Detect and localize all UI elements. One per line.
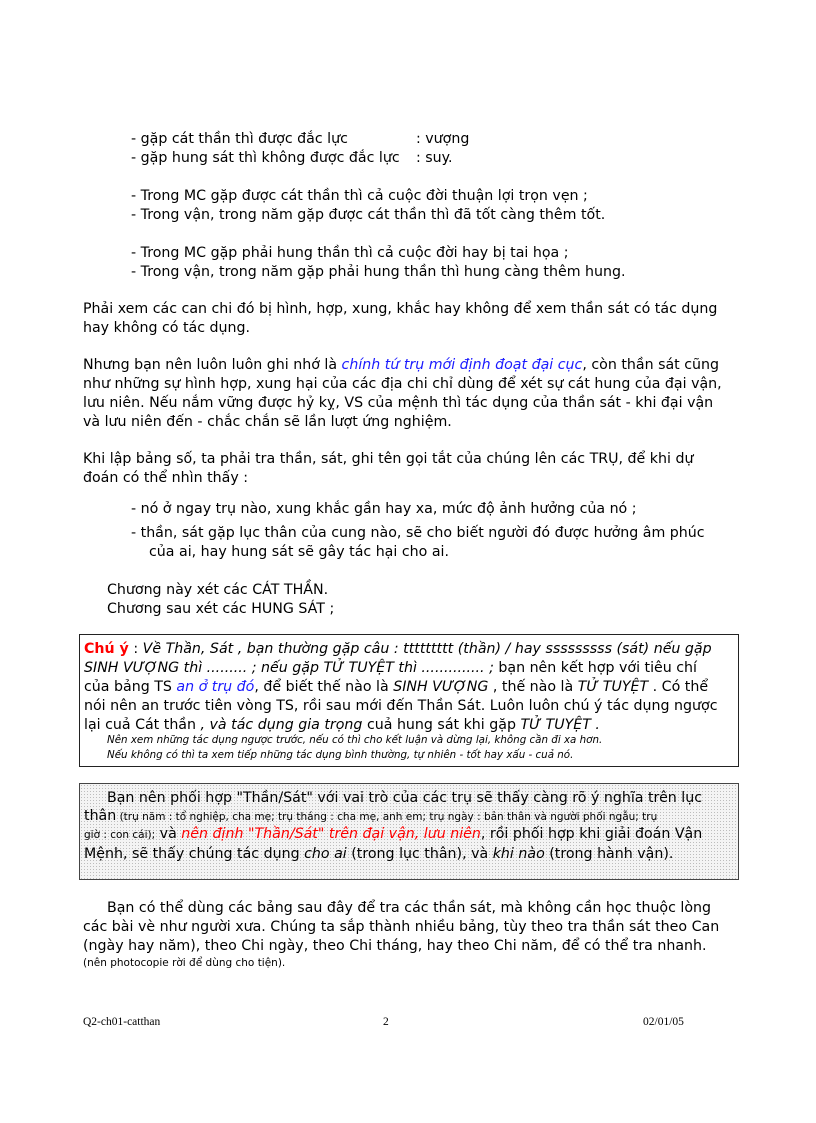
bullet-line: - thần, sát gặp lục thân của cung nào, sẽ cho biết người đó được hưởng âm phúc <box>131 525 705 541</box>
paragraph-note: (nên photocopie rời để dùng cho tiện). <box>83 957 286 969</box>
paragraph-line: như những sự hình hợp, xung hại của các địa chi chỉ dùng để xét sự cát hung của đại vận, <box>83 376 722 392</box>
bullet-line: của ai, hay hung sát sẽ gây tác hại cho ai. <box>149 544 449 560</box>
bullet-line: - Trong MC gặp phải hung thần thì cả cuộc đời hay bị tai họa ; <box>131 245 569 261</box>
note-subline: Nên xem những tác dụng ngược trước, nếu có thì cho kết luận và dừng lại, không cần đi xa hơn. <box>107 734 603 746</box>
note-line: nói nên an trước tiên vòng TS, rồi sau mới đến Thần Sát. Luôn luôn chú ý tác dụng ngược <box>84 698 718 714</box>
note-line: SINH VƯỢNG thì ......... ; nếu gặp TỬ TUYỆT thì .............. ; bạn nên kết hợp với tiêu chí <box>84 660 697 676</box>
note-line: lại cuả Cát thần , và tác dụng gia trọng cuả hung sát khi gặp TỬ TUYỆT . <box>84 717 600 733</box>
chapter-line: Chương này xét các CÁT THẦN. <box>107 582 329 598</box>
tip-line: giờ : con cái); và nên định "Thần/Sát" trên đại vận, lưu niên, rồi phối hợp khi giải đoán Vận <box>84 826 703 842</box>
paragraph-line: hay không có tác dụng. <box>83 320 251 336</box>
footer-date: 02/01/05 <box>643 1016 684 1028</box>
footer-filename: Q2-ch01-catthan <box>83 1016 161 1028</box>
paragraph-line: các bài vè như người xưa. Chúng ta sắp thành nhiều bảng, tùy theo tra thần sát theo Can <box>83 919 720 935</box>
note-line: của bảng TS an ở trụ đó, để biết thế nào là SINH VƯỢNG , thế nào là TỬ TUYỆT . Có thể <box>84 679 709 695</box>
tip-line: Bạn nên phối hợp "Thần/Sát" với vai trò của các trụ sẽ thấy càng rõ ý nghĩa trên lục <box>107 790 703 806</box>
paragraph-line: và lưu niên đến - chắc chắn sẽ lần lượt ứng nghiệm. <box>83 414 452 430</box>
paragraph-line: (ngày hay năm), theo Chi ngày, theo Chi tháng, hay theo Chi năm, để có thể tra nhanh. <box>83 938 707 954</box>
paragraph-line: Nhưng bạn nên luôn luôn ghi nhớ là chính tứ trụ mới định đoạt đại cục, còn thần sát cũng <box>83 357 720 373</box>
paragraph-line: Khi lập bảng số, ta phải tra thần, sát, ghi tên gọi tắt của chúng lên các TRỤ, để khi dự <box>83 451 694 467</box>
note-line: Chú ý : Về Thần, Sát , bạn thường gặp câu : ttttttttt (thần) / hay sssssssss (sát) nếu gặp <box>84 641 712 657</box>
paragraph-line: Bạn có thể dùng các bảng sau đây để tra các thần sát, mà không cần học thuộc lòng <box>107 900 712 916</box>
bullet-line: - Trong vận, trong năm gặp được cát thần thì đã tốt càng thêm tốt. <box>131 207 606 223</box>
tip-line: thân (trụ năm : tổ nghiệp, cha mẹ; trụ tháng : cha mẹ, anh em; trụ ngày : bản thân và người phối ngẫu; trụ <box>84 808 658 824</box>
footer-page-number: 2 <box>383 1016 389 1028</box>
note-label: Chú ý <box>84 641 129 657</box>
bullet-line: - Trong vận, trong năm gặp phải hung thần thì hung càng thêm hung. <box>131 264 626 280</box>
bullet-line: - gặp hung sát thì không được đắc lực : suy. <box>131 150 453 166</box>
tip-line: Mệnh, sẽ thấy chúng tác dụng cho ai (trong lục thân), và khi nào (trong hành vận). <box>84 846 674 862</box>
emphasis-text: chính tứ trụ mới định đoạt đại cục <box>341 357 583 373</box>
paragraph-line: lưu niên. Nếu nắm vững được hỷ kỵ, VS của mệnh thì tác dụng của thần sát - khi đại vận <box>83 395 714 411</box>
paragraph-line: đoán có thể nhìn thấy : <box>83 470 249 486</box>
bullet-line: - nó ở ngay trụ nào, xung khắc gần hay xa, mức độ ảnh hưởng của nó ; <box>131 501 637 517</box>
bullet-line: - gặp cát thần thì được đắc lực : vượng <box>131 131 470 147</box>
bullet-line: - Trong MC gặp được cát thần thì cả cuộc đời thuận lợi trọn vẹn ; <box>131 188 588 204</box>
paragraph-line: Phải xem các can chi đó bị hình, hợp, xung, khắc hay không để xem thần sát có tác dụng <box>83 301 718 317</box>
chapter-line: Chương sau xét các HUNG SÁT ; <box>107 601 335 617</box>
note-subline: Nếu không có thì ta xem tiếp những tác dụng bình thường, tự nhiên - tốt hay xấu - cuả nó. <box>107 749 574 761</box>
